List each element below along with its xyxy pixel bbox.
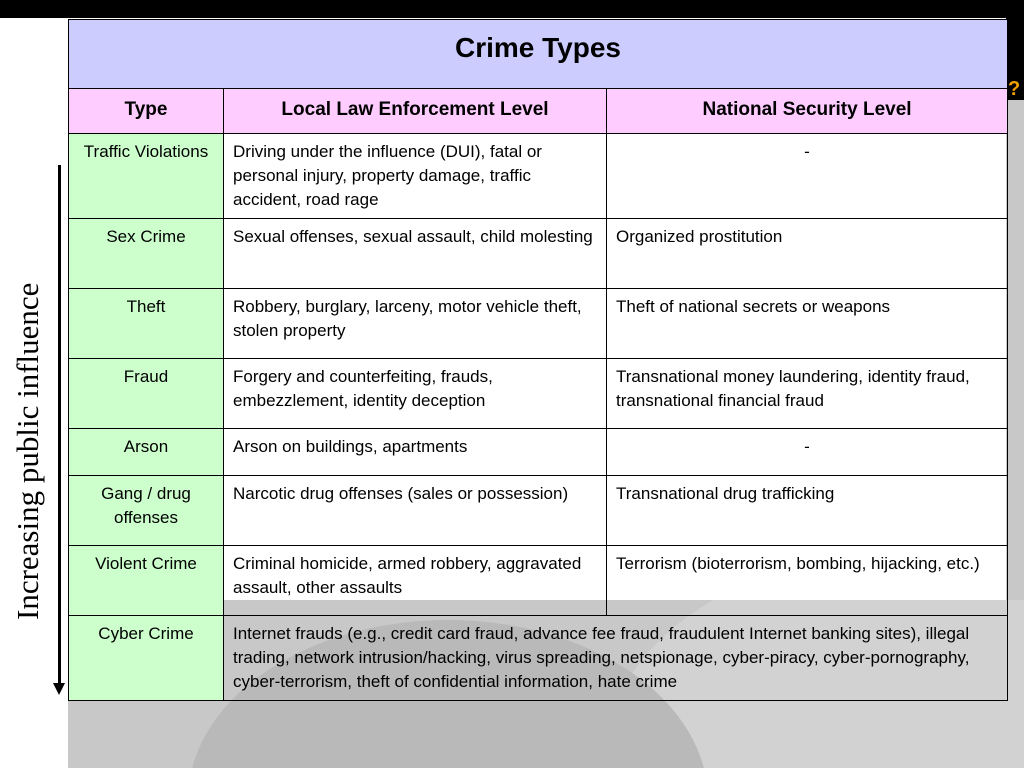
table-row <box>69 134 1008 219</box>
header-type: Type <box>69 89 224 134</box>
type-cell: Violent Crime <box>69 546 224 616</box>
national-cell: Transnational money laundering, identity fraud, transnational financial fraud <box>607 359 1008 429</box>
header-national: National Security Level <box>607 89 1008 134</box>
background-right-strip <box>1006 100 1024 600</box>
national-cell: - <box>607 429 1008 476</box>
header-local: Local Law Enforcement Level <box>224 89 607 134</box>
local-cell: Robbery, burglary, larceny, motor vehicle theft, stolen property <box>224 289 607 359</box>
table-row <box>69 616 1008 701</box>
influence-arrow-line <box>58 165 61 687</box>
side-label: Increasing public influence <box>10 282 45 620</box>
type-cell: Sex Crime <box>69 219 224 289</box>
table-row <box>69 289 1008 359</box>
local-cell: Forgery and counterfeiting, frauds, embezzlement, identity deception <box>224 359 607 429</box>
table-row <box>69 219 1008 289</box>
national-cell: Terrorism (bioterrorism, bombing, hijacking, etc.) <box>607 546 1008 616</box>
table-title: Crime Types <box>69 20 1008 89</box>
table-row <box>69 359 1008 429</box>
type-cell: Arson <box>69 429 224 476</box>
background-top-bar <box>0 0 1024 18</box>
local-cell: Arson on buildings, apartments <box>224 429 607 476</box>
type-cell: Traffic Violations <box>69 134 224 219</box>
type-cell: Gang / drug offenses <box>69 476 224 546</box>
local-cell: Narcotic drug offenses (sales or possession) <box>224 476 607 546</box>
local-cell: Criminal homicide, armed robbery, aggravated assault, other assaults <box>224 546 607 616</box>
type-cell: Theft <box>69 289 224 359</box>
table-row <box>69 429 1008 476</box>
table-row <box>69 476 1008 546</box>
local-cell: Driving under the influence (DUI), fatal or personal injury, property damage, traffic accident, road rage <box>224 134 607 219</box>
type-cell: Fraud <box>69 359 224 429</box>
national-cell: Transnational drug trafficking <box>607 476 1008 546</box>
logo-fragment-icon: ? <box>1008 78 1021 100</box>
national-cell: - <box>607 134 1008 219</box>
local-cell: Sexual offenses, sexual assault, child molesting <box>224 219 607 289</box>
national-cell: Theft of national secrets or weapons <box>607 289 1008 359</box>
arrow-down-icon <box>53 683 65 695</box>
table-row <box>69 546 1008 616</box>
crime-types-table <box>68 19 1008 701</box>
header-row <box>69 89 1008 134</box>
combined-cell: Internet frauds (e.g., credit card fraud, advance fee fraud, fraudulent Internet banking sites), illegal trading, network intrusion/hacking, virus spreading, netspionage, cyber-piracy, cyber-pornography, cyber-terrorism, theft of confidential information, hate crime <box>224 616 1008 701</box>
national-cell: Organized prostitution <box>607 219 1008 289</box>
type-cell: Cyber Crime <box>69 616 224 701</box>
